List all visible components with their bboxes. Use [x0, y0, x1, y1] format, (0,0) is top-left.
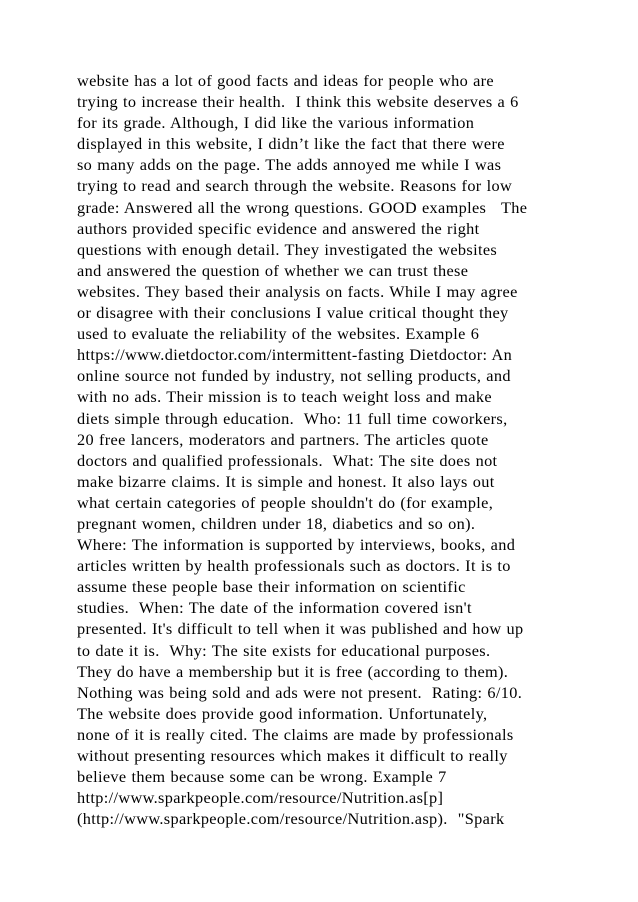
text-line: assume these people base their information on scientific: [77, 577, 466, 597]
text-line: questions with enough detail. They investigated the websites: [77, 239, 498, 259]
text-line: articles written by health professionals such as doctors. It is to: [77, 556, 511, 576]
text-line: authors provided specific evidence and answered the right: [77, 218, 480, 238]
text-line: (http://www.sparkpeople.com/resource/Nutrition.asp). "Spark: [77, 809, 505, 829]
text-line: or disagree with their conclusions I value critical thought they: [77, 303, 509, 323]
text-line: diets simple through education. Who: 11 full time coworkers,: [77, 408, 508, 428]
text-line: for its grade. Although, I did like the various information: [77, 113, 475, 133]
text-line: online source not funded by industry, not selling products, and: [77, 366, 511, 386]
text-line: 20 free lancers, moderators and partners. The articles quote: [77, 429, 489, 449]
text-line: websites. They based their analysis on facts. While I may agree: [77, 281, 518, 301]
text-line: so many adds on the page. The adds annoyed me while I was: [77, 155, 502, 175]
text-line: The website does provide good information. Unfortunately,: [77, 703, 488, 723]
text-line: grade: Answered all the wrong questions. GOOD examples The: [77, 197, 528, 217]
text-line: doctors and qualified professionals. What: The site does not: [77, 450, 498, 470]
text-line: without presenting resources which makes it difficult to really: [77, 746, 508, 765]
text-line: Nothing was being sold and ads were not present. Rating: 6/10.: [77, 682, 523, 702]
text-line: and answered the question of whether we can trust these: [77, 260, 469, 280]
text-line: none of it is really cited. The claims are made by professionals: [77, 724, 514, 744]
body-text: [77, 70, 577, 829]
text-line: what certain categories of people shouldn't do (for example,: [77, 492, 494, 512]
text-line: trying to increase their health. I think this website deserves a 6: [77, 92, 519, 112]
text-line: presented. It's difficult to tell when it was published and how up: [77, 619, 524, 639]
text-line: displayed in this website, I didn’t like the fact that there were: [77, 134, 505, 154]
text-line: website has a lot of good facts and ideas for people who are: [77, 71, 495, 90]
text-line: Where: The information is supported by interviews, books, and: [77, 535, 516, 555]
text-line: with no ads. Their mission is to teach weight loss and make: [77, 387, 492, 407]
text-line: believe them because some can be wrong. Example 7: [77, 767, 447, 787]
text-line: make bizarre claims. It is simple and honest. It also lays out: [77, 471, 495, 491]
text-line: studies. When: The date of the information covered isn't: [77, 598, 472, 618]
text-line: to date it is. Why: The site exists for educational purposes.: [77, 640, 491, 660]
text-line: They do have a membership but it is free (according to them).: [77, 661, 509, 681]
text-line: pregnant women, children under 18, diabetics and so on).: [77, 513, 476, 533]
text-line: https://www.dietdoctor.com/intermittent-fasting Dietdoctor: An: [77, 345, 513, 365]
text-line: trying to read and search through the website. Reasons for low: [77, 176, 513, 196]
text-line: used to evaluate the reliability of the websites. Example 6: [77, 324, 480, 344]
text-line: http://www.sparkpeople.com/resource/Nutrition.as[p]: [77, 788, 444, 808]
